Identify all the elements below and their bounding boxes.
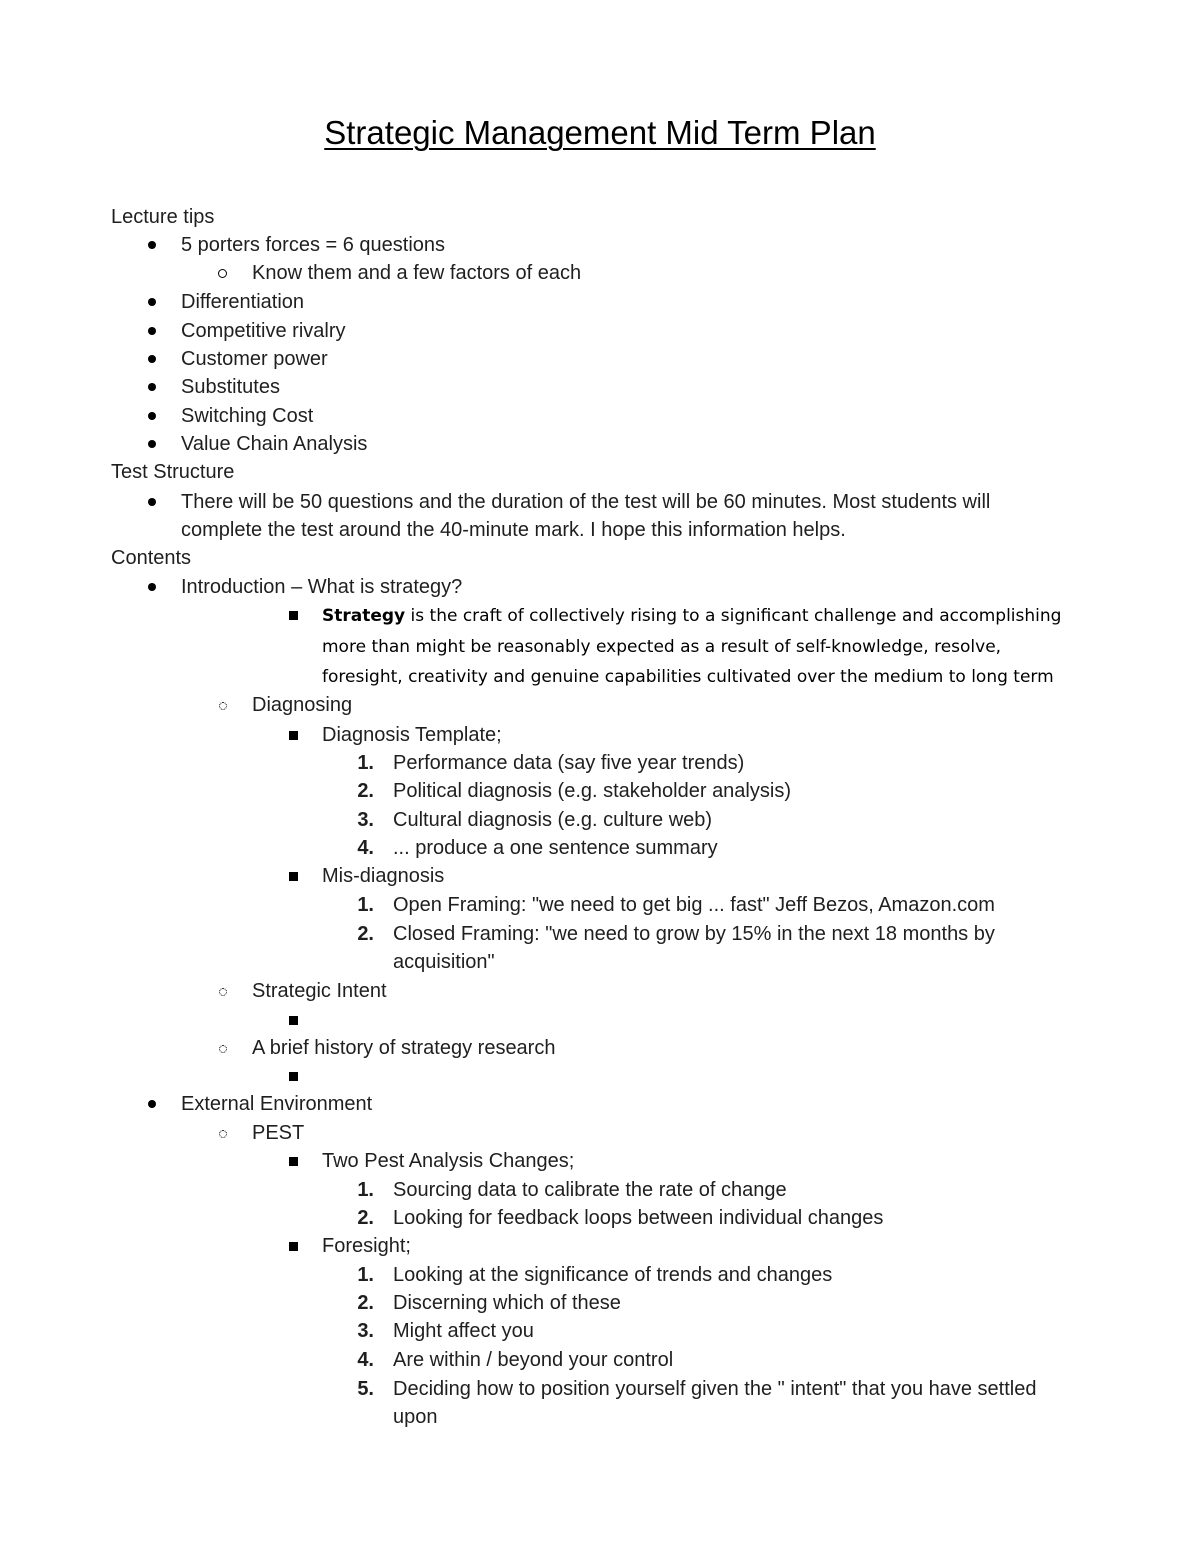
- list-item-text: Might affect you: [393, 1320, 534, 1342]
- list-item: [0, 1232, 1200, 1260]
- bullet-dotted-circle-icon: [219, 702, 227, 710]
- list-item-text: A brief history of strategy research: [252, 1037, 556, 1059]
- item-number: 1.: [357, 752, 374, 774]
- bullet-disc-icon: [148, 355, 156, 363]
- heading-contents: [0, 544, 1200, 572]
- list-item-text: 5 porters forces = 6 questions: [181, 234, 446, 256]
- bullet-square-icon: [289, 731, 298, 740]
- bullet-disc-icon: [148, 298, 156, 306]
- list-item-text: Value Chain Analysis: [181, 433, 368, 455]
- list-item: [0, 231, 1200, 259]
- bullet-dotted-circle-icon: [219, 1130, 227, 1138]
- bullet-square-icon: [289, 1242, 298, 1251]
- item-number: 2.: [357, 780, 374, 802]
- item-number: 1.: [357, 1179, 374, 1201]
- bullet-square-icon: [289, 872, 298, 881]
- numbered-item: [0, 1261, 1200, 1289]
- list-item-text: Are within / beyond your control: [393, 1349, 674, 1371]
- numbered-item: [0, 891, 1200, 919]
- heading-lecture-tips: [0, 203, 1200, 231]
- list-item-text: Deciding how to position yourself given the " intent" that you have settled: [393, 1378, 1037, 1400]
- item-number: 4.: [357, 1349, 374, 1371]
- item-number: 2.: [357, 923, 374, 945]
- bullet-dotted-circle-icon: [219, 1045, 227, 1053]
- list-item-text: Switching Cost: [181, 405, 314, 427]
- list-item-text: acquisition": [393, 951, 495, 973]
- bullet-square-icon: [289, 1072, 298, 1081]
- list-item: [0, 1119, 1200, 1147]
- numbered-item: [0, 806, 1200, 834]
- list-item-text: Differentiation: [181, 291, 305, 313]
- list-item: [0, 488, 1200, 516]
- list-item-text: PEST: [252, 1122, 305, 1144]
- definition-line: more than might be reasonably expected as a result of self-knowledge, resolve,: [322, 637, 1002, 657]
- bullet-disc-icon: [148, 583, 156, 591]
- list-item-text: Introduction – What is strategy?: [181, 576, 463, 598]
- list-item-text: Looking for feedback loops between individual changes: [393, 1207, 884, 1229]
- list-item-text: Diagnosis Template;: [322, 724, 502, 746]
- heading-text: Contents: [111, 547, 192, 569]
- item-number: 2.: [357, 1207, 374, 1229]
- list-item: [0, 345, 1200, 373]
- numbered-item: [0, 834, 1200, 862]
- list-item-text: Mis-diagnosis: [322, 865, 445, 887]
- definition-line: is the craft of collectively rising to a significant challenge and accomplishing: [405, 606, 1062, 626]
- item-number: 2.: [357, 1292, 374, 1314]
- list-item-continuation: [0, 948, 1200, 976]
- list-item: [0, 317, 1200, 345]
- list-item-text: Political diagnosis (e.g. stakeholder analysis): [393, 780, 791, 802]
- list-item-text: Looking at the significance of trends and changes: [393, 1264, 833, 1286]
- list-item: [0, 721, 1200, 749]
- list-item: [0, 862, 1200, 890]
- list-item-text: Foresight;: [322, 1235, 411, 1257]
- item-number: 1.: [357, 894, 374, 916]
- heading-text: Lecture tips: [111, 206, 215, 228]
- numbered-item: [0, 1346, 1200, 1374]
- bullet-dotted-circle-icon: [219, 988, 227, 996]
- item-number: 3.: [357, 1320, 374, 1342]
- list-item: [0, 573, 1200, 601]
- numbered-item: [0, 1317, 1200, 1345]
- numbered-item: [0, 1375, 1200, 1403]
- heading-test-structure: [0, 458, 1200, 486]
- bullet-disc-icon: [148, 498, 156, 506]
- list-item: [0, 977, 1200, 1005]
- list-item-text: ... produce a one sentence summary: [393, 837, 718, 859]
- list-item: [0, 691, 1200, 719]
- list-item-text: complete the test around the 40-minute mark. I hope this information helps.: [181, 519, 846, 541]
- bullet-circle-icon: [218, 269, 227, 278]
- list-item-continuation: [0, 516, 1200, 544]
- item-number: 4.: [357, 837, 374, 859]
- list-item-text: Substitutes: [181, 376, 280, 398]
- list-item-text: Diagnosing: [252, 694, 353, 716]
- list-item: [0, 373, 1200, 401]
- list-item-text: Competitive rivalry: [181, 320, 346, 342]
- page-title: Strategic Management Mid Term Plan: [324, 114, 876, 151]
- item-number: 3.: [357, 809, 374, 831]
- numbered-item: [0, 749, 1200, 777]
- numbered-item: [0, 1204, 1200, 1232]
- numbered-item: [0, 920, 1200, 948]
- bullet-disc-icon: [148, 440, 156, 448]
- empty-list-item: [0, 1062, 1200, 1090]
- list-item-continuation: [0, 632, 1200, 660]
- list-item: [0, 1147, 1200, 1175]
- list-item: [0, 1034, 1200, 1062]
- item-number: 1.: [357, 1264, 374, 1286]
- bullet-disc-icon: [148, 383, 156, 391]
- bullet-square-icon: [289, 611, 298, 620]
- definition-line: foresight, creativity and genuine capabilities cultivated over the medium to long term: [322, 667, 1054, 687]
- definition-term: Strategy: [322, 606, 406, 626]
- list-item-text: Strategic Intent: [252, 980, 387, 1002]
- list-item-text: Open Framing: "we need to get big ... fast" Jeff Bezos, Amazon.com: [393, 894, 995, 916]
- numbered-item: [0, 1289, 1200, 1317]
- list-item-continuation: [0, 1403, 1200, 1431]
- definition-text: [322, 601, 1061, 632]
- list-item-text: Cultural diagnosis (e.g. culture web): [393, 809, 713, 831]
- bullet-square-icon: [289, 1157, 298, 1166]
- list-item: [0, 1090, 1200, 1118]
- list-item-text: Closed Framing: "we need to grow by 15% in the next 18 months by: [393, 923, 995, 945]
- bullet-disc-icon: [148, 1100, 156, 1108]
- list-item-text: Discerning which of these: [393, 1292, 621, 1314]
- list-item-text: External Environment: [181, 1093, 373, 1115]
- list-item: [0, 430, 1200, 458]
- empty-list-item: [0, 1006, 1200, 1034]
- list-item-text: Know them and a few factors of each: [252, 262, 582, 284]
- heading-text: Test Structure: [111, 461, 235, 483]
- list-item-text: There will be 50 questions and the duration of the test will be 60 minutes. Most students will: [181, 491, 991, 513]
- list-item-text: Customer power: [181, 348, 328, 370]
- list-item: [0, 601, 1200, 629]
- list-item: [0, 288, 1200, 316]
- numbered-item: [0, 777, 1200, 805]
- bullet-disc-icon: [148, 241, 156, 249]
- list-item: [0, 402, 1200, 430]
- list-item-text: Sourcing data to calibrate the rate of change: [393, 1179, 787, 1201]
- item-number: 5.: [357, 1378, 374, 1400]
- list-item-continuation: [0, 662, 1200, 690]
- list-item-text: upon: [393, 1406, 438, 1428]
- bullet-square-icon: [289, 1016, 298, 1025]
- bullet-disc-icon: [148, 412, 156, 420]
- list-item-text: Two Pest Analysis Changes;: [322, 1150, 575, 1172]
- numbered-item: [0, 1176, 1200, 1204]
- list-item: [0, 259, 1200, 287]
- list-item-text: Performance data (say five year trends): [393, 752, 745, 774]
- bullet-disc-icon: [148, 327, 156, 335]
